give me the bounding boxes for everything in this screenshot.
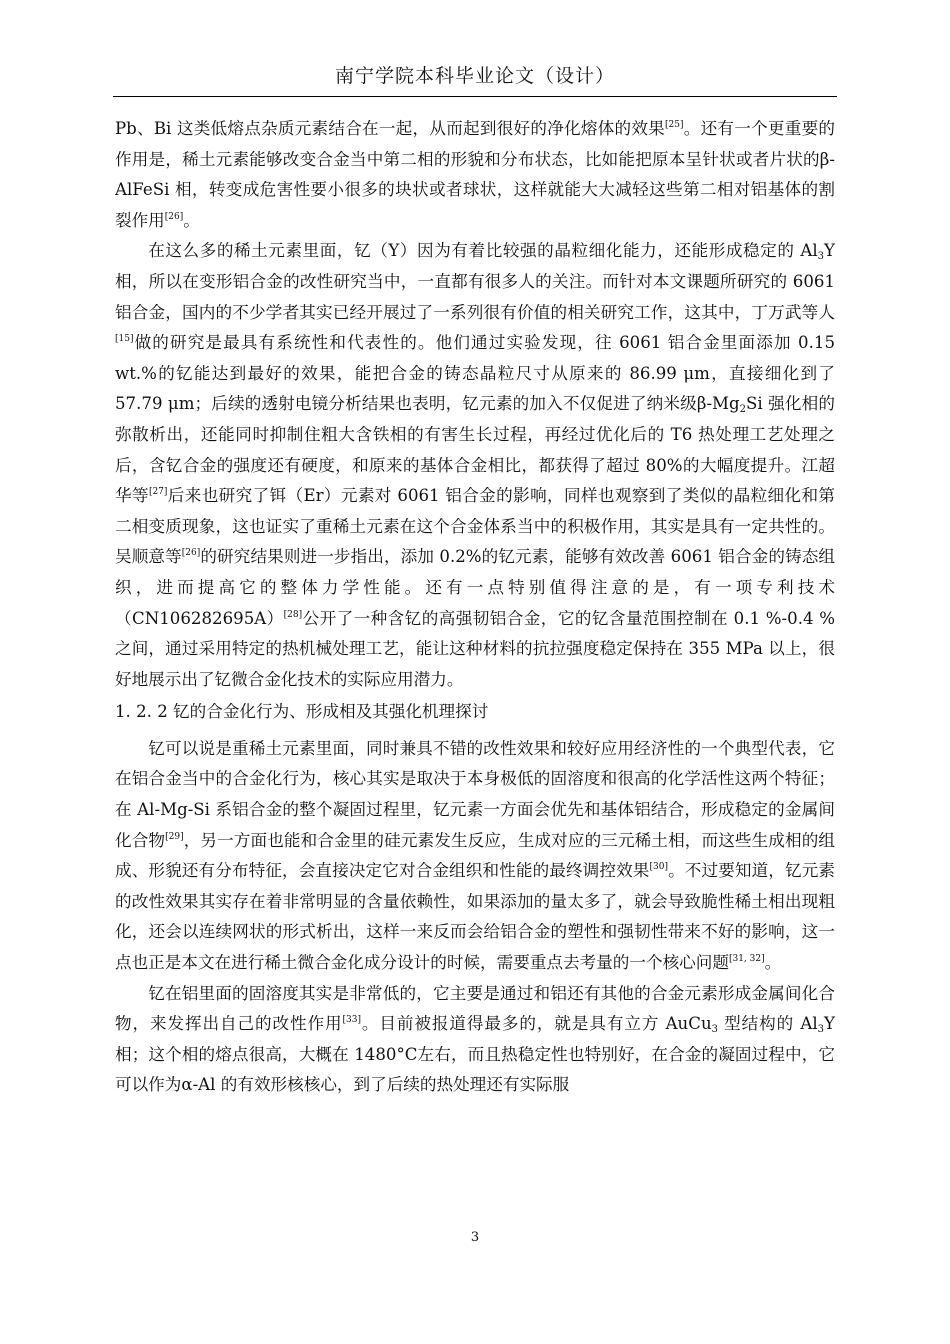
text-run: Si 强化相的弥散析出，还能同时抑制住粗大含铁相的有害生长过程，再经过优化后的 T6 热处理工艺处理之后，含钇合金的强度还有硬度，和原来的基体合金相比，都获得了超过 80%的大幅度提升。江超华等 <box>115 394 835 506</box>
text-run: 。 <box>764 953 782 973</box>
text-run: 钇可以说是重稀土元素里面，同时兼具不错的改性效果和较好应用经济性的一个典型代表，它在铝合金当中的合金化行为，核心其实是取决于本身极低的固溶度和很高的化学活性这两个特征；在 Al-Mg-Si 系铝合金的整个凝固过程里，钇元素一方面会优先和基体铝结合，形成稳定的金属间化合物 <box>115 738 835 850</box>
citation: [30] <box>649 862 668 873</box>
subscript: 3 <box>817 1024 825 1036</box>
citation: [29] <box>165 831 184 842</box>
text-run: 型结构的 Al <box>718 1014 818 1034</box>
header-rule <box>113 96 837 97</box>
text-run: ，另一方面也能和合金里的硅元素发生反应，生成对应的三元稀土相，而这些生成相的组成、形貌还有分布特征，会直接决定它对合金组织和性能的最终调控效果 <box>115 830 835 881</box>
paragraph-4 <box>115 979 835 1101</box>
subscript: 2 <box>739 404 747 416</box>
citation: [26] <box>181 548 201 559</box>
body-text <box>115 114 835 1101</box>
text-run: 在这么多的稀土元素里面，钇（Y）因为有着比较强的晶粒细化能力，还能形成稳定的 Al <box>148 241 818 261</box>
text-run: 做的研究是最具有系统性和代表性的。他们通过实验发现，往 6061 铝合金里面添加 0.15 wt.%的钇能达到最好的效果，能把合金的铸态晶粒尺寸从原来的 86.99 μm，直接细化到了 57.79 μm；后续的透射电镜分析结果也表明，钇元素的加入不仅促进了纳米级β-Mg <box>115 333 835 414</box>
subscript: 3 <box>711 1024 718 1036</box>
running-header: 南宁学院本科毕业论文（设计） <box>334 65 615 87</box>
text-run: 。还有一个更重要的作用是，稀土元素能够改变合金当中第二相的形貌和分布状态，比如能把原本呈针状或者片状的β-AlFeSi 相，转变成危害性要小很多的块状或者球状，这样就能大大减轻这些第二相对铝基体的割裂作用 <box>115 119 836 230</box>
paragraph-3 <box>115 734 835 979</box>
text-run: 的研究结果则进一步指出，添加 0.2%的钇元素，能够有效改善 6061 铝合金的铸态组织，进而提高它的整体力学性能。还有一点特别值得注意的是，有一项专利技术（CN106282695A） <box>115 547 836 628</box>
text-run: 。 <box>183 210 200 230</box>
citation: [28] <box>283 609 303 620</box>
page-number: 3 <box>470 1230 480 1245</box>
text-run: Y 相；这个相的熔点很高，大概在 1480°C左右，而且热稳定性也特别好，在合金的凝固过程中，它可以作为α-Al 的有效形核核心，到了后续的热处理还有实际服 <box>115 1014 835 1095</box>
text-run: Y 相，所以在变形铝合金的改性研究当中，一直都有很多人的关注。而针对本文课题所研究的 6061 铝合金，国内的不少学者其实已经开展过了一系列很有价值的相关研究工作，这其中，丁万武等人 <box>115 241 835 322</box>
section-heading: 1. 2. 2 钇的合金化行为、形成相及其强化机理探讨 <box>115 702 489 722</box>
text-run: Pb、Bi 这类低熔点杂质元素结合在一起，从而起到很好的净化熔体的效果 <box>115 119 666 138</box>
citation: [26] <box>164 211 184 222</box>
paragraph-1 <box>115 114 835 236</box>
text-run: 。不过要知道，钇元素的改性效果其实存在着非常明显的含量依赖性，如果添加的量太多了，就会导致脆性稀土相出现粗化，还会以连续网状的形式析出，这样一来反而会给铝合金的塑性和强韧性带来不好的影响，这一点也正是本文在进行稀土微合金化成分设计的时候，需要重点去考量的一个核心问题 <box>115 861 836 973</box>
subscript: 3 <box>817 251 825 263</box>
citation: [15] <box>115 334 134 345</box>
citation: [27] <box>148 487 168 498</box>
citation: [25] <box>665 120 684 130</box>
citation: [33] <box>342 1015 361 1026</box>
citation: [31, 32] <box>728 954 765 965</box>
text-run: 公开了一种含钇的高强韧铝合金，它的钇含量范围控制在 0.1 %-0.4 %之间，通过采用特定的热机械处理工艺，能让这种材料的抗拉强度稳定保持在 355 MPa 以上，很好地展示出了钇微合金化技术的实际应用潜力。 <box>115 608 835 689</box>
text-run: 钇在铝里面的固溶度其实是非常低的，它主要是通过和铝还有其他的合金元素形成金属间化合物，来发挥出自己的改性作用 <box>115 983 835 1034</box>
text-run: 。目前被报道得最多的，就是具有立方 AuCu <box>360 1014 712 1034</box>
paragraph-2 <box>115 236 835 695</box>
text-run: 后来也研究了铒（Er）元素对 6061 铝合金的影响，同样也观察到了类似的晶粒细化和第二相变质现象，这也证实了重稀土元素在这个合金体系当中的积极作用，其实是具有一定共性的。吴顺意等 <box>115 486 836 567</box>
